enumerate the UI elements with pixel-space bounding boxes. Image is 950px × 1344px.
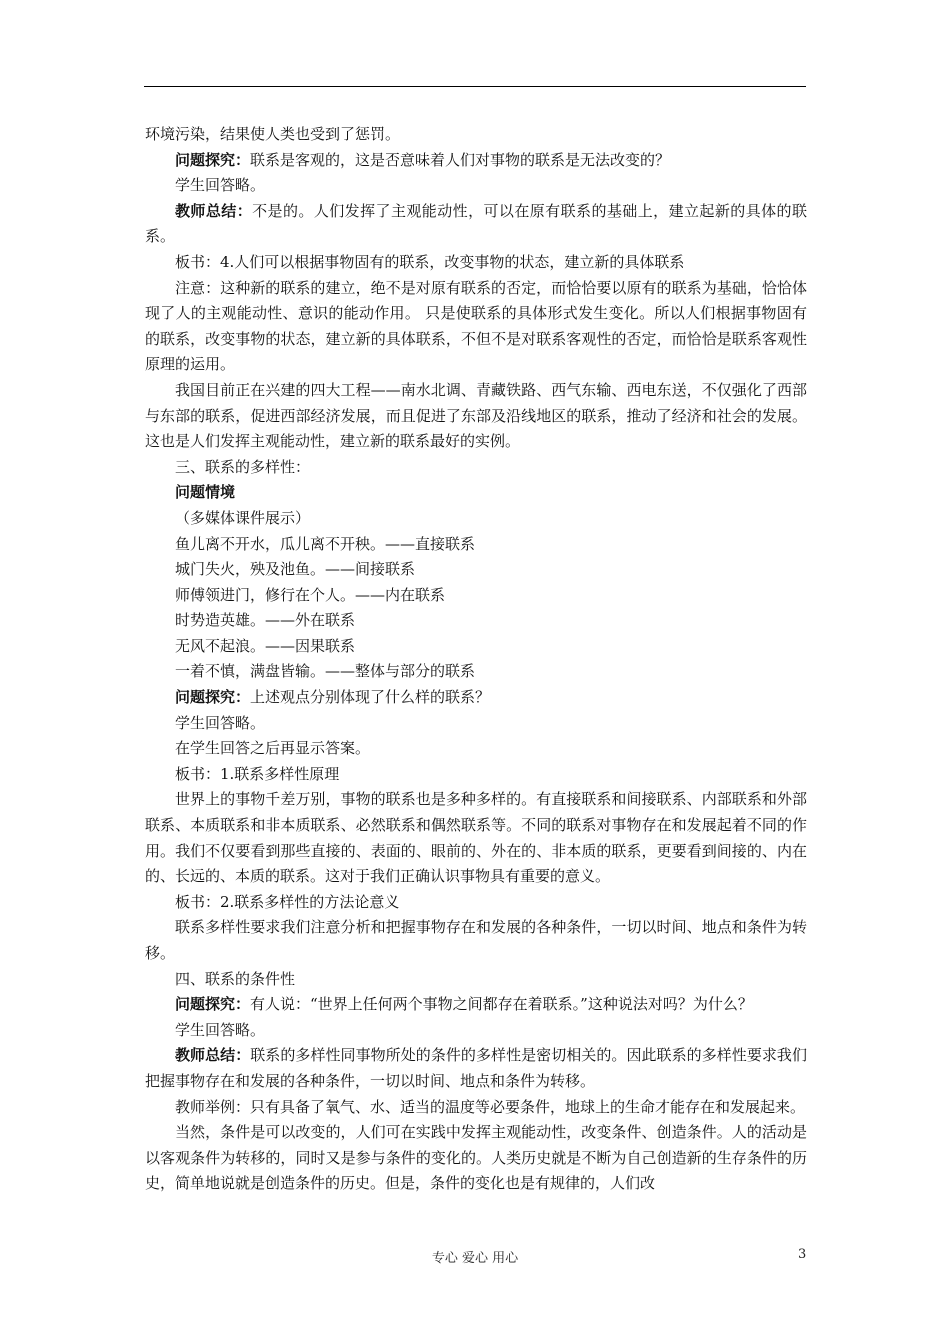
- paragraph-text: 不是的。人们发挥了主观能动性，可以在原有联系的基础上，建立起新的具体的联系。: [145, 201, 807, 246]
- paragraph: [145, 455, 807, 481]
- footer-motto: 专心 爱心 用心: [431, 1251, 519, 1266]
- paragraph: [145, 583, 807, 609]
- paragraph-text: 学生回答略。: [175, 1020, 266, 1039]
- paragraph: [145, 250, 807, 276]
- paragraph: [145, 532, 807, 558]
- paragraph-text: 一着不慎，满盘皆输。——整体与部分的联系: [175, 662, 476, 681]
- paragraph: [145, 1095, 807, 1121]
- paragraph: [145, 557, 807, 583]
- paragraph-text: 板书：2.联系多样性的方法论意义: [175, 892, 400, 911]
- paragraph-text: 学生回答略。: [175, 713, 266, 732]
- paragraph: [145, 276, 807, 378]
- paragraph-text: （多媒体课件展示）: [175, 508, 311, 527]
- page-number: 3: [798, 1247, 807, 1262]
- paragraph: [145, 685, 807, 711]
- paragraph: [145, 173, 807, 199]
- paragraph-label: 问题探究：: [175, 995, 251, 1014]
- paragraph: [145, 1018, 807, 1044]
- paragraph-text: 城门失火，殃及池鱼。——间接联系: [175, 560, 416, 579]
- paragraph: [145, 634, 807, 660]
- paragraph: [145, 890, 807, 916]
- paragraph-text: 鱼儿离不开水，瓜儿离不开秧。——直接联系: [175, 534, 476, 553]
- paragraph-text: 当然，条件是可以改变的，人们可在实践中发挥主观能动性，改变条件、创造条件。人的活动是以客观条件为转移的，同时又是参与条件的变化的。人类历史就是不断为自己创造新的生存条件的历史，简单地说就是创造条件的历史。但是，条件的变化也是有规律的，人们改: [145, 1123, 807, 1193]
- paragraph-label: 问题探究：: [175, 150, 251, 169]
- paragraph-text: 板书：4.人们可以根据事物固有的联系，改变事物的状态，建立新的具体联系: [175, 252, 685, 271]
- body-text: [145, 122, 807, 1197]
- paragraph: [145, 506, 807, 532]
- paragraph-text: 联系是客观的，这是否意味着人们对事物的联系是无法改变的？: [250, 150, 671, 169]
- paragraph-label: 教师总结：: [175, 1046, 251, 1065]
- paragraph-text: 在学生回答之后再显示答案。: [175, 739, 371, 758]
- paragraph-text: 环境污染，结果使人类也受到了惩罚。: [145, 125, 401, 143]
- paragraph-text: 时势造英雄。——外在联系: [175, 611, 356, 630]
- paragraph-label: 教师总结：: [175, 201, 253, 220]
- paragraph: [145, 967, 807, 993]
- paragraph: [145, 1043, 807, 1094]
- paragraph: [145, 711, 807, 737]
- paragraph: [145, 992, 807, 1018]
- paragraph-text: 世界上的事物千差万别，事物的联系也是多种多样的。有直接联系和间接联系、内部联系和外部联系、本质联系和非本质联系、必然联系和偶然联系等。不同的联系对事物存在和发展起着不同的作用。我们不仅要看到那些直接的、表面的、眼前的、外在的、非本质的联系，更要看到间接的、内在的、长远的、本质的联系。这对于我们正确认识事物具有重要的意义。: [145, 790, 807, 886]
- paragraph-label: 问题情境: [175, 483, 236, 502]
- paragraph: [145, 762, 807, 788]
- paragraph-text: 上述观点分别体现了什么样的联系？: [250, 688, 491, 707]
- paragraph: [145, 736, 807, 762]
- paragraph: [145, 199, 807, 250]
- paragraph-text: 无风不起浪。——因果联系: [175, 636, 356, 655]
- paragraph: [145, 148, 807, 174]
- paragraph-text: 教师举例：只有具备了氧气、水、适当的温度等必要条件，地球上的生命才能存在和发展起来。: [175, 1097, 806, 1116]
- paragraph-text: 我国目前正在兴建的四大工程——南水北调、青藏铁路、西气东输、西电东送，不仅强化了西部与东部的联系，促进西部经济发展，而且促进了东部及沿线地区的联系，推动了经济和社会的发展。这也是人们发挥主观能动性，建立新的联系最好的实例。: [145, 380, 807, 451]
- paragraph-label: 问题探究：: [175, 688, 251, 707]
- paragraph: [145, 122, 807, 148]
- paragraph-text: 师傅领进门，修行在个人。——内在联系: [175, 585, 446, 604]
- paragraph-text: 学生回答略。: [175, 176, 266, 195]
- paragraph: [145, 1120, 807, 1197]
- paragraph-text: 三、联系的多样性：: [175, 457, 311, 476]
- paragraph-text: 板书：1.联系多样性原理: [175, 764, 340, 783]
- paragraph: [145, 659, 807, 685]
- paragraph: [145, 787, 807, 889]
- paragraph: [145, 608, 807, 634]
- paragraph: [145, 915, 807, 966]
- paragraph-text: 有人说：“世界上任何两个事物之间都存在着联系。”这种说法对吗？为什么？: [250, 995, 753, 1014]
- paragraph-text: 注意：这种新的联系的建立，绝不是对原有联系的否定，而恰恰要以原有的联系为基础，恰恰体现了人的主观能动性、意识的能动作用。 只是使联系的具体形式发生变化。所以人们根据事物固有的联系，改变事物的状态，建立新的具体联系，不但不是对联系客观性的否定，而恰恰是联系客观性原理的运用。: [145, 278, 807, 374]
- paragraph-text: 联系的多样性同事物所处的条件的多样性是密切相关的。因此联系的多样性要求我们把握事物存在和发展的各种条件，一切以时间、地点和条件为转移。: [145, 1046, 807, 1090]
- header-rule: [144, 86, 806, 87]
- paragraph: [145, 480, 807, 506]
- paragraph-text: 四、联系的条件性: [175, 969, 296, 988]
- paragraph-text: 联系多样性要求我们注意分析和把握事物存在和发展的各种条件，一切以时间、地点和条件为转移。: [145, 918, 807, 962]
- paragraph: [145, 378, 807, 455]
